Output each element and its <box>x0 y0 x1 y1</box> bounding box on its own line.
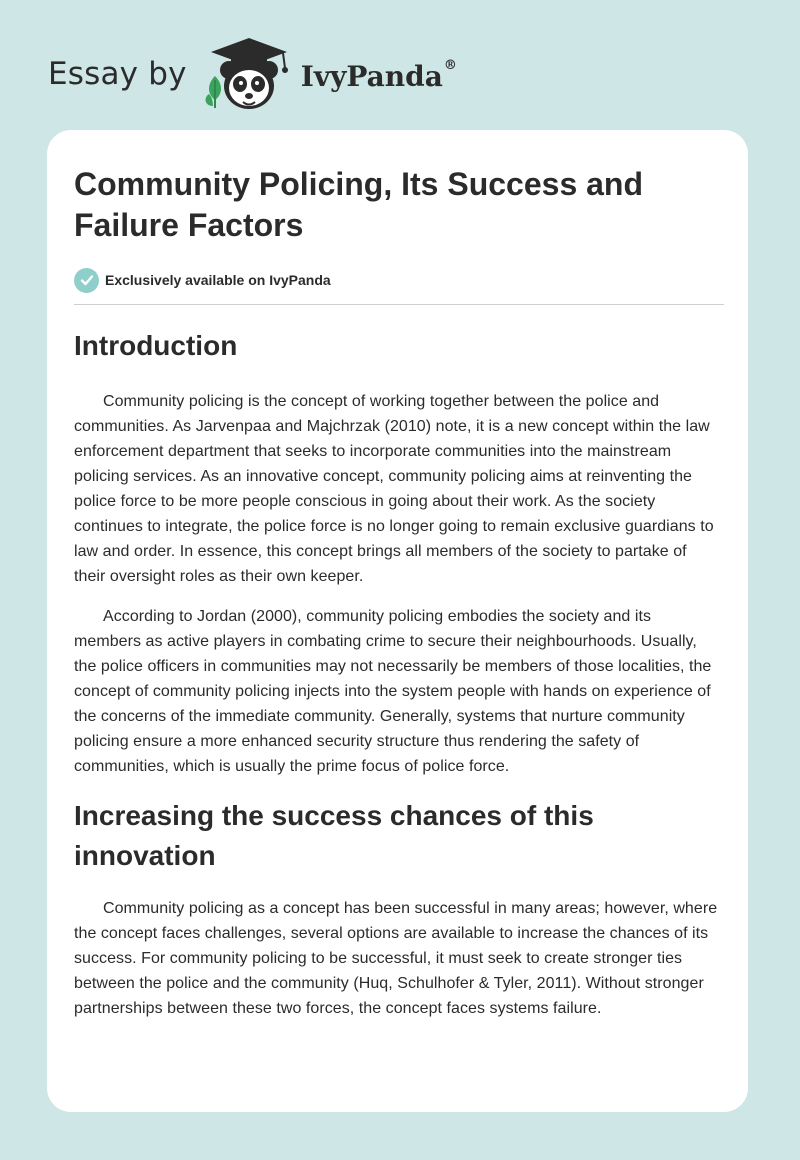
paragraph: Community policing as a concept has been successful in many areas; however, where the concept faces challenges, several options are available to increase the chances of its success. For community policing to be successful, it must seek to create stronger ties between the police and the community (Huq, Schulhofer & Tyler, 2011). Without stronger partnerships between these two forces, the concept faces systems failure. <box>74 900 718 1017</box>
exclusive-badge <box>74 267 722 293</box>
site-header <box>48 34 457 114</box>
paragraph: Community policing is the concept of working together between the police and communities. As Jarvenpaa and Majchrzak (2010) note, it is a new concept within the law enforcement department that seeks to incorporate communities into the mainstream policing services. As an innovative concept, community policing aims at reinventing the police force to be more people conscious in going about their work. As the society continues to integrate, the police force is no longer going to remain exclusive guardians to law and order. In essence, this concept brings all members of the society to partake of their oversight roles as their own keeper. <box>74 393 714 585</box>
check-circle-icon <box>74 268 99 293</box>
section-heading-introduction: Introduction <box>74 330 238 361</box>
panda-face-icon <box>220 61 278 109</box>
essay-content <box>74 164 722 1021</box>
paragraph: According to Jordan (2000), community policing embodies the society and its members as active players in combating crime to secure their neighbourhoods. Usually, the police officers in communities may not necessarily be members of those localities, the concept of community policing injects into the system people with hands on experience of the concerns of the immediate community. Generally, systems that nurture community policing ensure a more enhanced security structure thus rendering the safety of communities, which is usually the prime focus of police force. <box>74 608 712 775</box>
divider <box>74 304 724 305</box>
essay-card <box>47 130 748 1112</box>
badge-label: Exclusively available on IvyPanda <box>105 272 331 288</box>
brand-name[interactable]: IvyPanda® <box>300 58 457 93</box>
registered-mark: ® <box>443 58 457 74</box>
ivy-leaf-icon <box>205 76 220 108</box>
essay-title: Community Policing, Its Success and Failure Factors <box>74 166 644 243</box>
ivypanda-logo[interactable] <box>201 34 297 114</box>
brand-prefix: Essay by <box>48 56 187 92</box>
section-heading-success-chances: Increasing the success chances of this innovation <box>74 800 594 871</box>
